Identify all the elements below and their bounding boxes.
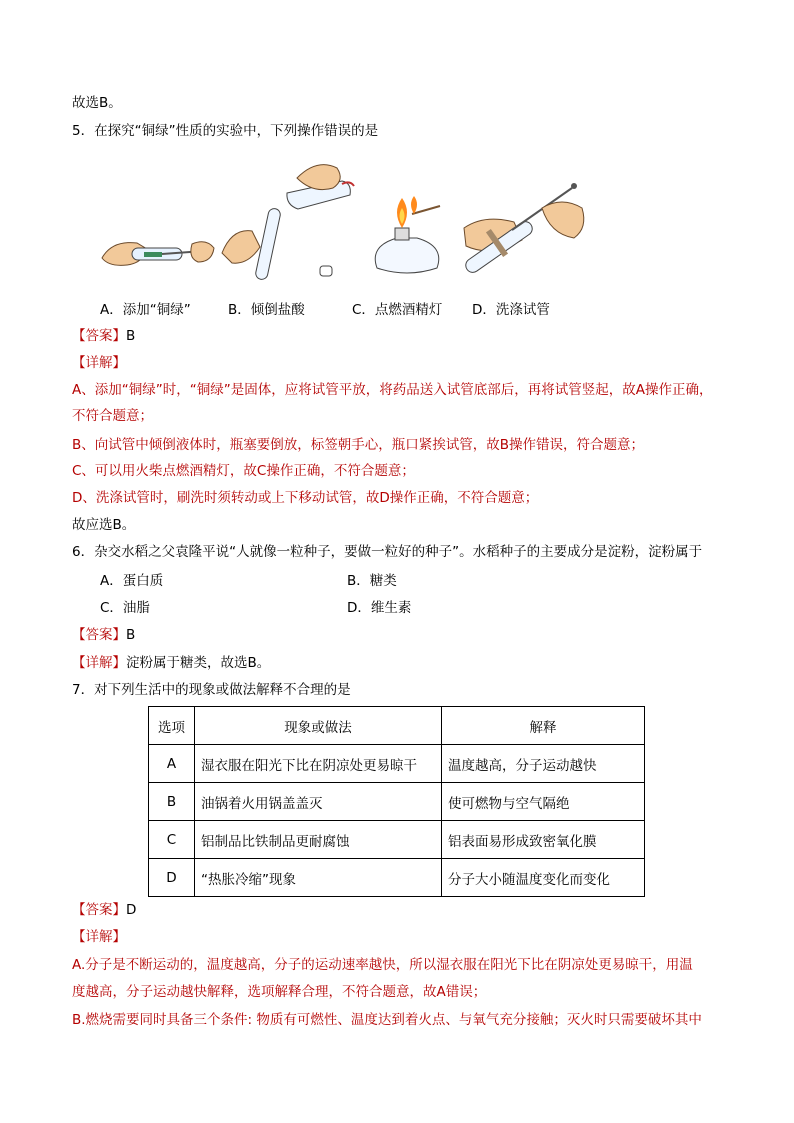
q5-option-c: C．点燃酒精灯 — [352, 302, 443, 318]
q6-choice-d: D．维生素 — [347, 600, 412, 616]
table-cell: 铝制品比铁制品更耐腐蚀 — [195, 821, 442, 859]
table-row — [149, 859, 645, 897]
q7-detail-heading: 【详解】 — [72, 929, 126, 945]
q7-table — [148, 706, 645, 897]
q6-detail: 【详解】淀粉属于糖类，故选B。 — [72, 655, 271, 671]
table-header: 选项 — [149, 707, 195, 745]
q5-option-d: D．洗涤试管 — [472, 302, 550, 318]
table-cell: C — [149, 821, 195, 859]
table-cell: “热胀冷缩”现象 — [195, 859, 442, 897]
q5-explanation-line: B、向试管中倾倒液体时，瓶塞要倒放，标签朝手心，瓶口紧挨试管，故B操作错误，符合题意； — [72, 437, 645, 453]
question-7-stem: 7．对下列生活中的现象或做法解释不合理的是 — [72, 682, 351, 698]
question-6-stem: 6．杂交水稻之父袁隆平说“人就像一粒种子，要做一粒好的种子”。水稻种子的主要成分是淀粉，淀粉属于 — [72, 544, 703, 560]
q5-option-a: A．添加“铜绿” — [100, 302, 191, 318]
table-cell: B — [149, 783, 195, 821]
table-row — [149, 821, 645, 859]
table-cell: 分子大小随温度变化而变化 — [442, 859, 645, 897]
q5-explanation-line: A、添加“铜绿”时，“铜绿”是固体，应将试管平放，将药品送入试管底部后，再将试管竖起，故A操作正确， — [72, 382, 713, 398]
table-cell: 温度越高，分子运动越快 — [442, 745, 645, 783]
q5-explanation-line: D、洗涤试管时，刷洗时须转动或上下移动试管，故D操作正确，不符合题意； — [72, 490, 539, 506]
q7-explanation-line: 度越高，分子运动越快解释，选项解释合理，不符合题意，故A错误； — [72, 984, 487, 1000]
match-lighting-alcohol-lamp-icon — [375, 196, 440, 273]
hand-inserting-powder-into-horizontal-test-tube-icon — [102, 242, 214, 266]
table-row — [149, 745, 645, 783]
q5-illustrations — [92, 148, 612, 293]
table-row — [149, 783, 645, 821]
q7-explanation-line: B.燃烧需要同时具备三个条件: 物质有可燃性、温度达到着火点、与氧气充分接触；灭火时只需要破坏其中 — [72, 1012, 702, 1028]
table-cell: 铝表面易形成致密氧化膜 — [442, 821, 645, 859]
table-header: 解释 — [442, 707, 645, 745]
table-cell: D — [149, 859, 195, 897]
q5-option-b: B．倾倒盐酸 — [228, 302, 305, 318]
table-cell: 油锅着火用锅盖盖灭 — [195, 783, 442, 821]
q5-answer: 【答案】B — [72, 328, 136, 344]
q7-explanation-line: A.分子是不断运动的，温度越高，分子的运动速率越快，所以湿衣服在阳光下比在阴凉处更易晾干，用温 — [72, 957, 693, 973]
table-cell: 湿衣服在阳光下比在阴凉处更易晾干 — [195, 745, 442, 783]
q5-conclusion: 故应选B。 — [72, 517, 136, 533]
table-header-row — [149, 707, 645, 745]
q6-choice-b: B．糖类 — [347, 573, 397, 589]
q6-choice-a: A．蛋白质 — [100, 573, 164, 589]
previous-answer-conclusion: 故选B。 — [72, 95, 122, 111]
q5-detail-heading: 【详解】 — [72, 355, 126, 371]
table-cell: A — [149, 745, 195, 783]
table-header: 现象或做法 — [195, 707, 442, 745]
q5-explanation-line: 不符合题意； — [72, 408, 153, 424]
hand-pouring-liquid-from-bottle-into-test-tube-icon — [222, 165, 354, 281]
q6-answer: 【答案】B — [72, 627, 136, 643]
q6-choice-c: C．油脂 — [100, 600, 150, 616]
q7-answer: 【答案】D — [72, 902, 137, 918]
hand-brushing-test-tube-icon — [463, 183, 584, 275]
question-5-stem: 5．在探究“铜绿”性质的实验中，下列操作错误的是 — [72, 123, 379, 139]
table-cell: 使可燃物与空气隔绝 — [442, 783, 645, 821]
q5-explanation-line: C、可以用火柴点燃酒精灯，故C操作正确，不符合题意； — [72, 463, 415, 479]
